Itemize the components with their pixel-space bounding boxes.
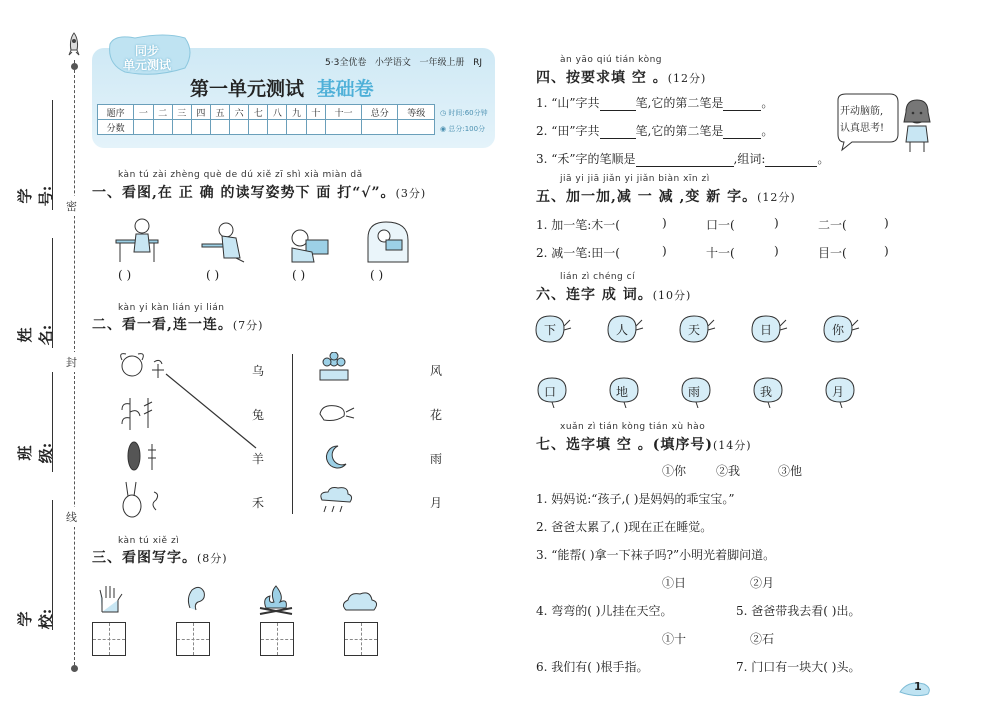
q2-title bbox=[92, 314, 263, 334]
score-table-header-cell: 十 bbox=[306, 105, 325, 120]
q7-sentence-2[interactable]: 2. 爸爸太累了,( )现在正在睡觉。 bbox=[536, 520, 713, 534]
score-cell[interactable] bbox=[172, 120, 191, 135]
q4-blank-4[interactable] bbox=[723, 126, 761, 139]
q2-title-text: 二、看一看,连一连。 bbox=[92, 317, 233, 333]
score-table-header-cell: 总分 bbox=[362, 105, 398, 120]
q7-option-yue: ②月 bbox=[750, 576, 775, 590]
rain-cloud-icon bbox=[316, 484, 356, 514]
q3-title-text: 三、看图写字。 bbox=[92, 550, 197, 566]
page-number-badge bbox=[898, 678, 934, 698]
meta-grade: 一年级上册 bbox=[419, 58, 465, 68]
q5-l1-e[interactable]: 二一( bbox=[818, 218, 847, 232]
q4-l2-c: 。 bbox=[761, 124, 774, 138]
q6-points: (10分) bbox=[652, 289, 692, 302]
q1-answer-2[interactable]: ( ) bbox=[206, 268, 220, 282]
girl-mascot-icon bbox=[900, 98, 934, 154]
q2-points: (7分) bbox=[232, 319, 264, 332]
grain-icon bbox=[118, 392, 158, 432]
q4-title-text: 四、按要求填 空 。 bbox=[536, 70, 668, 86]
word-bubble-top-4[interactable] bbox=[750, 314, 788, 346]
q4-points: (12分) bbox=[667, 72, 707, 85]
binding-mi: 密 bbox=[66, 196, 77, 216]
score-row-label: 分数 bbox=[98, 120, 134, 135]
binding-feng: 封 bbox=[66, 352, 77, 372]
q5-title bbox=[536, 186, 796, 206]
word-bubble-top-3[interactable] bbox=[678, 314, 716, 346]
q4-line-2 bbox=[536, 122, 773, 139]
q2-pinyin: kàn yi kàn lián yi lián bbox=[118, 303, 225, 313]
q7-option-ni: ①你 bbox=[662, 464, 687, 478]
word-char: 口 bbox=[544, 385, 557, 399]
writing-grid-3[interactable] bbox=[260, 622, 294, 656]
score-cell[interactable] bbox=[362, 120, 398, 135]
q5-l2-b: ) bbox=[662, 244, 667, 258]
q4-blank-6[interactable] bbox=[765, 154, 817, 167]
score-table bbox=[97, 104, 435, 135]
q3-pinyin: kàn tú xiě zì bbox=[118, 536, 180, 546]
word-bubble-bottom-5[interactable] bbox=[822, 376, 860, 408]
word-char: 雨 bbox=[688, 385, 701, 399]
q1-answer-3[interactable]: ( ) bbox=[292, 268, 306, 282]
bubble-text-2: 认真思考! bbox=[840, 123, 885, 134]
rocket-icon bbox=[66, 32, 82, 58]
student-number-label: 学号: bbox=[16, 185, 55, 207]
q4-line-1 bbox=[536, 94, 773, 111]
unit-test-badge bbox=[105, 32, 195, 80]
score-table-header-cell: 四 bbox=[191, 105, 210, 120]
score-table-header-cell: 六 bbox=[230, 105, 249, 120]
q7-title-text: 七、选字填 空 。(填序号) bbox=[536, 437, 713, 453]
score-cell[interactable] bbox=[268, 120, 287, 135]
q5-l1-d: ) bbox=[774, 216, 779, 230]
q7-title bbox=[536, 434, 752, 454]
rabbit-icon bbox=[118, 480, 164, 520]
q1-title bbox=[92, 182, 426, 202]
time-text: 时间:60分钟 bbox=[448, 109, 488, 117]
score-cell[interactable] bbox=[325, 120, 361, 135]
q5-l2-a: 2. 减一笔:田一( bbox=[536, 246, 620, 260]
score-cell[interactable] bbox=[398, 120, 435, 135]
score-cell[interactable] bbox=[230, 120, 249, 135]
word-bubble-bottom-2[interactable] bbox=[606, 376, 644, 408]
q4-l2-a: 2. “田”字共 bbox=[536, 124, 600, 138]
badge-text-1: 同步 bbox=[135, 44, 160, 58]
q4-line-3 bbox=[536, 150, 829, 167]
score-table-header-cell: 题序 bbox=[98, 105, 134, 120]
meta-subject: 小学语文 bbox=[374, 58, 411, 68]
posture-image-1 bbox=[112, 214, 162, 264]
word-char: 下 bbox=[544, 323, 557, 337]
moon-icon bbox=[322, 444, 348, 470]
speech-bubble bbox=[832, 92, 902, 152]
word-char: 天 bbox=[688, 323, 701, 337]
q1-answer-1[interactable]: ( ) bbox=[118, 268, 132, 282]
q4-blank-1[interactable] bbox=[600, 98, 636, 111]
page-title bbox=[190, 74, 374, 101]
q7-sentence-7[interactable]: 7. 门口有一块大( )头。 bbox=[736, 660, 861, 674]
q4-blank-3[interactable] bbox=[600, 126, 636, 139]
score-table-header-cell: 九 bbox=[287, 105, 306, 120]
q7-option-wo: ②我 bbox=[716, 464, 741, 478]
q4-title bbox=[536, 67, 706, 87]
q6-title bbox=[536, 284, 691, 304]
score-label: ◉ 总分:100分 bbox=[440, 125, 486, 133]
word-bubble-bottom-1[interactable] bbox=[534, 376, 572, 408]
q5-pinyin: jiā yi jiā jiǎn yi jiǎn biàn xīn zì bbox=[560, 174, 710, 184]
writing-grid-4[interactable] bbox=[344, 622, 378, 656]
column-divider bbox=[292, 354, 293, 514]
score-table-header-cell: 等级 bbox=[398, 105, 435, 120]
header-meta bbox=[325, 55, 482, 68]
meta-series: 5·3全优卷 bbox=[325, 58, 367, 68]
q7-option-ri: ①日 bbox=[662, 576, 687, 590]
class-label: 班级: bbox=[16, 442, 55, 464]
title-tag: 基础卷 bbox=[316, 78, 374, 100]
writing-grid-2[interactable] bbox=[176, 622, 210, 656]
name-line[interactable] bbox=[52, 238, 53, 348]
q7-sentence-1[interactable]: 1. 妈妈说:“孩子,( )是妈妈的乖宝宝。” bbox=[536, 492, 735, 506]
name-label: 姓名: bbox=[16, 324, 55, 346]
q6-title-text: 六、连字 成 词。 bbox=[536, 287, 653, 303]
example-connector-line bbox=[164, 372, 264, 452]
score-table-header-cell: 一 bbox=[134, 105, 153, 120]
score-cell[interactable] bbox=[306, 120, 325, 135]
word-char: 你 bbox=[832, 323, 845, 337]
q5-l2-d: ) bbox=[774, 244, 779, 258]
score-table-header-cell: 二 bbox=[153, 105, 172, 120]
q4-l3-b: ,组词: bbox=[733, 152, 766, 166]
q7-option-ta: ③他 bbox=[778, 464, 803, 478]
word-char: 我 bbox=[760, 385, 773, 399]
meta-edition: RJ bbox=[473, 58, 483, 68]
cloud-icon bbox=[340, 590, 380, 614]
word-char: 日 bbox=[760, 323, 773, 337]
word-char: 月 bbox=[832, 385, 845, 399]
left-char-1[interactable]: 乌 bbox=[252, 364, 265, 378]
q6-pinyin: lián zì chéng cí bbox=[560, 272, 636, 282]
word-char: 地 bbox=[616, 385, 629, 399]
student-number-line[interactable] bbox=[52, 100, 53, 210]
binding-dot bbox=[71, 665, 78, 672]
page-number: 1 bbox=[914, 680, 922, 693]
fire-icon bbox=[258, 584, 294, 616]
score-cell[interactable] bbox=[210, 120, 229, 135]
score-text: 总分:100分 bbox=[448, 125, 486, 133]
posture-image-2 bbox=[200, 214, 250, 264]
q3-title bbox=[92, 547, 228, 567]
crow-icon bbox=[122, 436, 162, 474]
q3-points: (8分) bbox=[197, 552, 228, 565]
right-char-3[interactable]: 雨 bbox=[430, 452, 443, 466]
q4-l3-c: 。 bbox=[817, 152, 830, 166]
q4-l2-b: 笔,它的第二笔是 bbox=[635, 124, 724, 138]
bubble-text-1: 开动脑筋, bbox=[840, 106, 884, 117]
q4-l1-b: 笔,它的第二笔是 bbox=[635, 96, 724, 110]
score-cell[interactable] bbox=[134, 120, 153, 135]
time-label: ◷ 时间:60分钟 bbox=[440, 109, 488, 117]
q7-option-shi-ten: ①十 bbox=[662, 632, 687, 646]
school-label: 学校: bbox=[16, 608, 55, 630]
hand-icon bbox=[96, 584, 126, 614]
q5-l2-c[interactable]: 十一( bbox=[706, 246, 735, 260]
q1-answer-4[interactable]: ( ) bbox=[370, 268, 384, 282]
q1-pinyin: kàn tú zài zhèng què de dú xiě zī shì xià miàn dǎ bbox=[118, 170, 363, 180]
ear-icon bbox=[184, 584, 208, 614]
title-main: 第一单元测试 bbox=[190, 78, 305, 100]
score-cell[interactable] bbox=[249, 120, 268, 135]
badge-text-2: 单元测试 bbox=[123, 58, 172, 72]
left-char-2[interactable]: 兔 bbox=[252, 408, 265, 422]
flower-icon bbox=[316, 352, 352, 382]
posture-image-3 bbox=[286, 226, 336, 266]
q5-l1-b: ) bbox=[662, 216, 667, 230]
q7-points: (14分) bbox=[713, 439, 752, 452]
q5-l2-e[interactable]: 目一( bbox=[818, 246, 847, 260]
q4-l1-a: 1. “山”字共 bbox=[536, 96, 600, 110]
word-bubble-top-5[interactable] bbox=[822, 314, 860, 346]
q7-sentence-5[interactable]: 5. 爸爸带我去看( )出。 bbox=[736, 604, 861, 618]
score-table-header-cell: 三 bbox=[172, 105, 191, 120]
q5-l1-a: 1. 加一笔:木一( bbox=[536, 218, 620, 232]
score-table-header-cell: 八 bbox=[268, 105, 287, 120]
q7-sentence-4[interactable]: 4. 弯弯的( )儿挂在天空。 bbox=[536, 604, 673, 618]
school-line[interactable] bbox=[52, 500, 53, 630]
word-bubble-bottom-3[interactable] bbox=[678, 376, 716, 408]
score-cell[interactable] bbox=[153, 120, 172, 135]
q7-option-shi-stone: ②石 bbox=[750, 632, 775, 646]
binding-xian: 线 bbox=[66, 507, 77, 527]
word-bubble-top-1[interactable] bbox=[534, 314, 572, 346]
q4-pinyin: àn yāo qiú tián kòng bbox=[560, 55, 662, 65]
q1-title-text: 一、看图,在 正 确 的读写姿势下 面 打“√”。 bbox=[92, 185, 396, 201]
left-char-4[interactable]: 禾 bbox=[252, 496, 265, 510]
left-char-3[interactable]: 羊 bbox=[252, 452, 265, 466]
score-cell[interactable] bbox=[287, 120, 306, 135]
q5-points: (12分) bbox=[757, 191, 796, 204]
right-char-2[interactable]: 花 bbox=[430, 408, 443, 422]
q7-sentence-3[interactable]: 3. “能帮( )拿一下袜子吗?”小明光着脚问道。 bbox=[536, 548, 776, 562]
posture-image-4 bbox=[364, 218, 414, 266]
class-line[interactable] bbox=[52, 372, 53, 472]
q4-blank-2[interactable] bbox=[723, 98, 761, 111]
q7-sentence-6[interactable]: 6. 我们有( )根手指。 bbox=[536, 660, 649, 674]
q5-l1-c[interactable]: 口一( bbox=[706, 218, 735, 232]
word-bubble-top-2[interactable] bbox=[606, 314, 644, 346]
q4-blank-5[interactable] bbox=[636, 154, 734, 167]
binding-dot bbox=[71, 63, 78, 70]
q4-l3-a: 3. “禾”字的笔顺是 bbox=[536, 152, 636, 166]
writing-grid-1[interactable] bbox=[92, 622, 126, 656]
q5-l1-f: ) bbox=[884, 216, 889, 230]
q5-title-text: 五、加一加,减 一 减 ,变 新 字。 bbox=[536, 189, 758, 205]
score-cell[interactable] bbox=[191, 120, 210, 135]
right-char-4[interactable]: 月 bbox=[430, 496, 443, 510]
q1-points: (3分) bbox=[395, 187, 427, 200]
wind-icon bbox=[316, 400, 356, 426]
sheep-icon bbox=[116, 350, 166, 384]
q4-l1-c: 。 bbox=[761, 96, 774, 110]
q5-l2-f: ) bbox=[884, 244, 889, 258]
score-table-header-cell: 五 bbox=[210, 105, 229, 120]
right-char-1[interactable]: 风 bbox=[430, 364, 443, 378]
score-table-header-cell: 十一 bbox=[325, 105, 361, 120]
word-bubble-bottom-4[interactable] bbox=[750, 376, 788, 408]
q7-pinyin: xuǎn zì tián kòng tián xù hào bbox=[560, 422, 706, 432]
score-table-header-cell: 七 bbox=[249, 105, 268, 120]
word-char: 人 bbox=[616, 323, 629, 337]
